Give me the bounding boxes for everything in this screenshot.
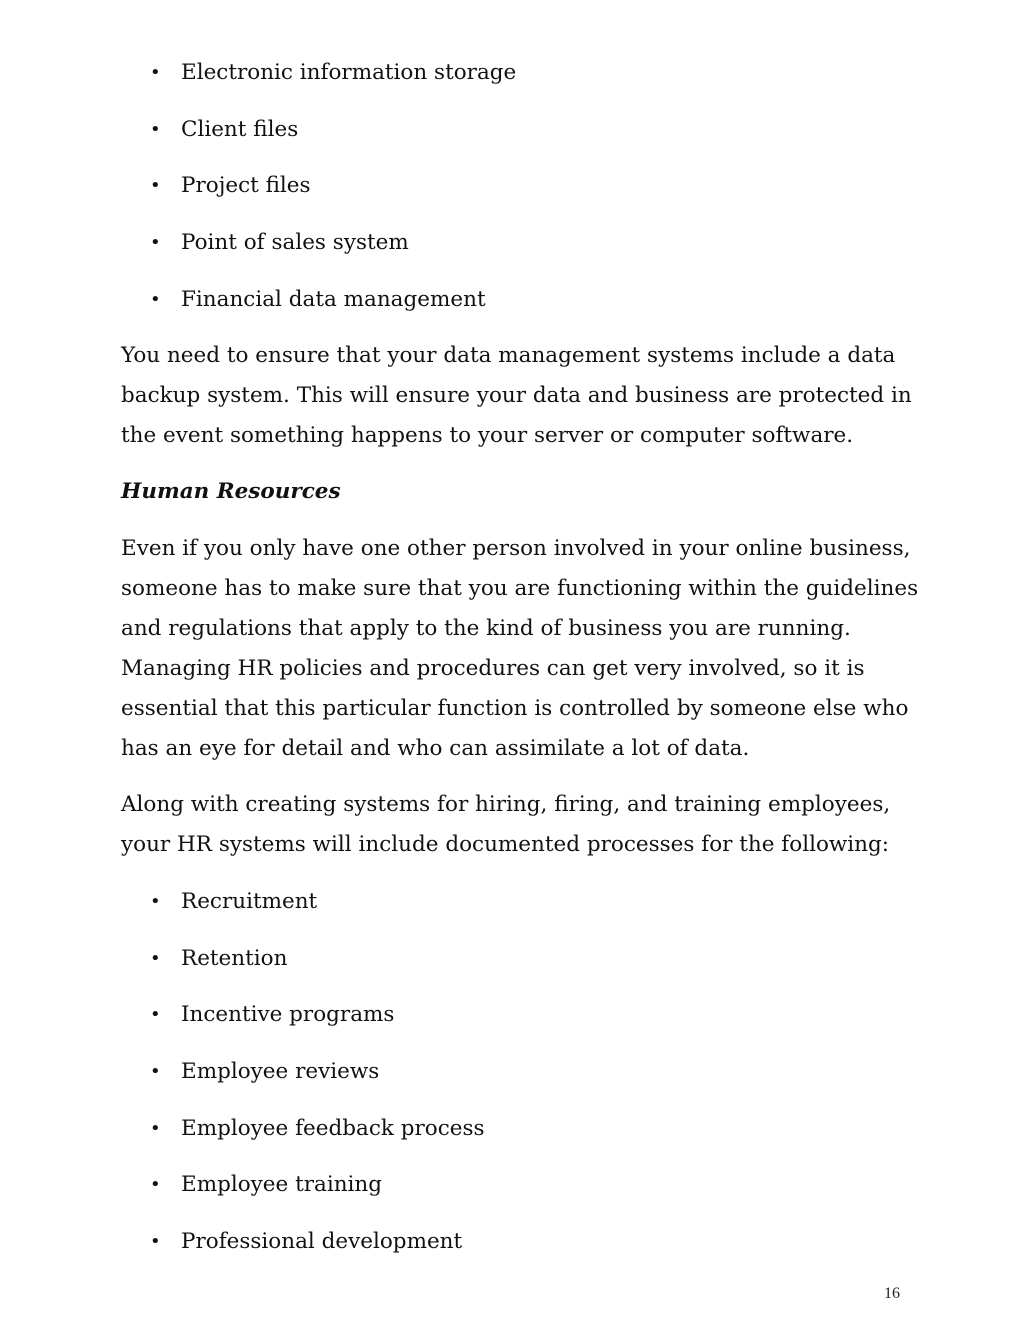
list-item-text: Professional development — [181, 1229, 463, 1255]
bullet-icon: • — [150, 232, 161, 254]
bullet-icon: • — [150, 288, 161, 310]
bullet-icon: • — [150, 1117, 161, 1139]
list-item-text: Project files — [181, 173, 311, 199]
page-number: 16 — [884, 1285, 900, 1302]
bullet-icon: • — [150, 175, 161, 197]
backup-paragraph — [121, 336, 921, 456]
list-item-text: Employee feedback process — [181, 1115, 485, 1141]
list-item-text: Incentive programs — [181, 1002, 395, 1028]
list-item-text: Employee reviews — [181, 1059, 380, 1085]
paragraph-line: has an eye for detail and who can assimilate a lot of data. — [121, 736, 750, 761]
bullet-icon: • — [150, 891, 161, 912]
bullet-icon: • — [150, 1061, 161, 1083]
list-item-text: Electronic information storage — [181, 60, 517, 85]
paragraph-line: essential that this particular function is controlled by someone else who — [121, 696, 909, 721]
section-heading: Human Resources — [121, 479, 341, 504]
list-item-text: Point of sales system — [181, 230, 409, 256]
bullet-icon: • — [150, 947, 161, 969]
bullet-icon: • — [150, 1174, 161, 1196]
bullet-icon: • — [150, 118, 161, 140]
hr-systems-paragraph — [121, 785, 921, 865]
list-item-text: Employee training — [181, 1172, 383, 1198]
paragraph-line: your HR systems will include documented processes for the following: — [121, 832, 890, 857]
paragraph-line: the event something happens to your server or computer software. — [121, 423, 854, 448]
bullet-icon: • — [150, 1004, 161, 1026]
list-item-text: Retention — [181, 945, 288, 971]
hr-paragraph — [121, 529, 921, 769]
list-item-text: Client files — [181, 116, 299, 142]
list-item-text: Financial data management — [181, 286, 486, 312]
paragraph-line: someone has to make sure that you are functioning within the guidelines — [121, 576, 919, 601]
paragraph-line: backup system. This will ensure your data and business are protected in — [121, 383, 912, 408]
bullet-icon: • — [150, 1231, 161, 1253]
paragraph-line: Even if you only have one other person involved in your online business, — [121, 536, 911, 561]
paragraph-line: You need to ensure that your data management systems include a data — [121, 343, 896, 368]
paragraph-line: Along with creating systems for hiring, firing, and training employees, — [121, 792, 891, 817]
paragraph-line: Managing HR policies and procedures can get very involved, so it is — [121, 656, 865, 681]
list-item-text: Recruitment — [181, 889, 318, 914]
paragraph-line: and regulations that apply to the kind of business you are running. — [121, 616, 851, 641]
bullet-icon: • — [150, 62, 161, 83]
